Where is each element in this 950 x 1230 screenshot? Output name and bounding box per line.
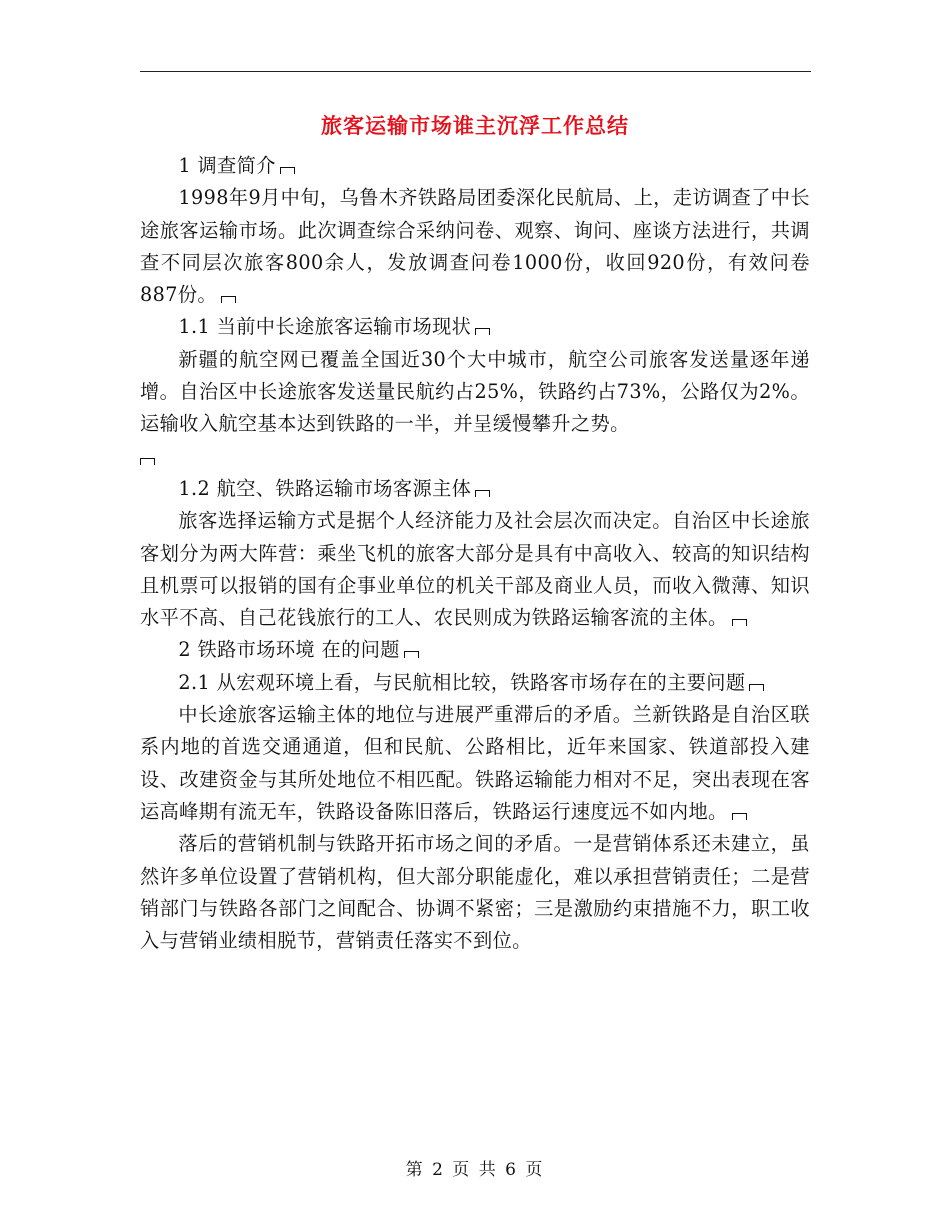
document-body [140, 150, 810, 957]
heading-2: 2 铁路市场环境 在的问题 [140, 634, 810, 666]
paragraph-mark-icon [221, 296, 236, 303]
paragraph-intro: 1998年9月中旬，乌鲁木齐铁路局团委深化民航局、上，走访调查了中长途旅客运输市场。此次调查综合采纳问卷、观察、询问、座谈方法进行，共调查不同层次旅客800余人，发放调查问卷1000份，收回920份，有效问卷887份。 [140, 186, 810, 307]
paragraph-passenger-source: 旅客选择运输方式是据个人经济能力及社会层次而决定。自治区中长途旅客划分为两大阵营：乘坐飞机的旅客大部分是具有中高收入、较高的知识结构且机票可以报销的国有企事业单位的机关干部及商业人员，而收入微薄、知识水平不高、自己花钱旅行的工人、农民则成为铁路运输客流的主体。 [140, 509, 810, 630]
empty-line [140, 441, 810, 473]
paragraph-mark-icon [732, 619, 747, 626]
paragraph-contradiction-2: 落后的营销机制与铁路开拓市场之间的矛盾。一是营销体系还未建立，虽然许多单位设置了营销机构，但大部分职能虚化，难以承担营销责任；二是营销部门与铁路各部门之间配合、协调不紧密；三是激励约束措施不力，职工收入与营销业绩相脱节，营销责任落实不到位。 [140, 832, 810, 953]
heading-2-1: 2.1 从宏观环境上看，与民航相比较，铁路客市场存在的主要问题 [140, 667, 810, 699]
heading-1-1: 1.1 当前中长途旅客运输市场现状 [140, 311, 810, 343]
paragraph-mark-icon [140, 458, 155, 465]
paragraph-mark-icon [404, 651, 419, 658]
paragraph-market-status: 新疆的航空网已覆盖全国近30个大中城市，航空公司旅客发送量逐年递增。自治区中长途旅客发送量民航约占25%，铁路约占73%，公路仅为2%。运输收入航空基本达到铁路的一半，并呈缓慢攀升之势。 [140, 347, 810, 436]
paragraph-mark-icon [475, 328, 490, 335]
page-number-footer: 第 2 页 共 6 页 [405, 1160, 545, 1180]
header-rule [140, 71, 811, 72]
paragraph-mark-icon [280, 167, 295, 174]
paragraph-mark-icon [732, 813, 747, 820]
paragraph-contradiction-1: 中长途旅客运输主体的地位与进展严重滞后的矛盾。兰新铁路是自治区联系内地的首选交通通道，但和民航、公路相比，近年来国家、铁道部投入建设、改建资金与其所处地位不相匹配。铁路运输能力相对不足，突出表现在客运高峰期有流无车，铁路设备陈旧落后，铁路运行速度远不如内地。 [140, 703, 810, 823]
heading-1-2: 1.2 航空、铁路运输市场客源主体 [140, 473, 810, 505]
paragraph-mark-icon [749, 684, 764, 691]
heading-1: 1 调查简介 [140, 150, 810, 182]
paragraph-mark-icon [475, 490, 490, 497]
document-title: 旅客运输市场谁主沉浮工作总结 [321, 113, 629, 138]
